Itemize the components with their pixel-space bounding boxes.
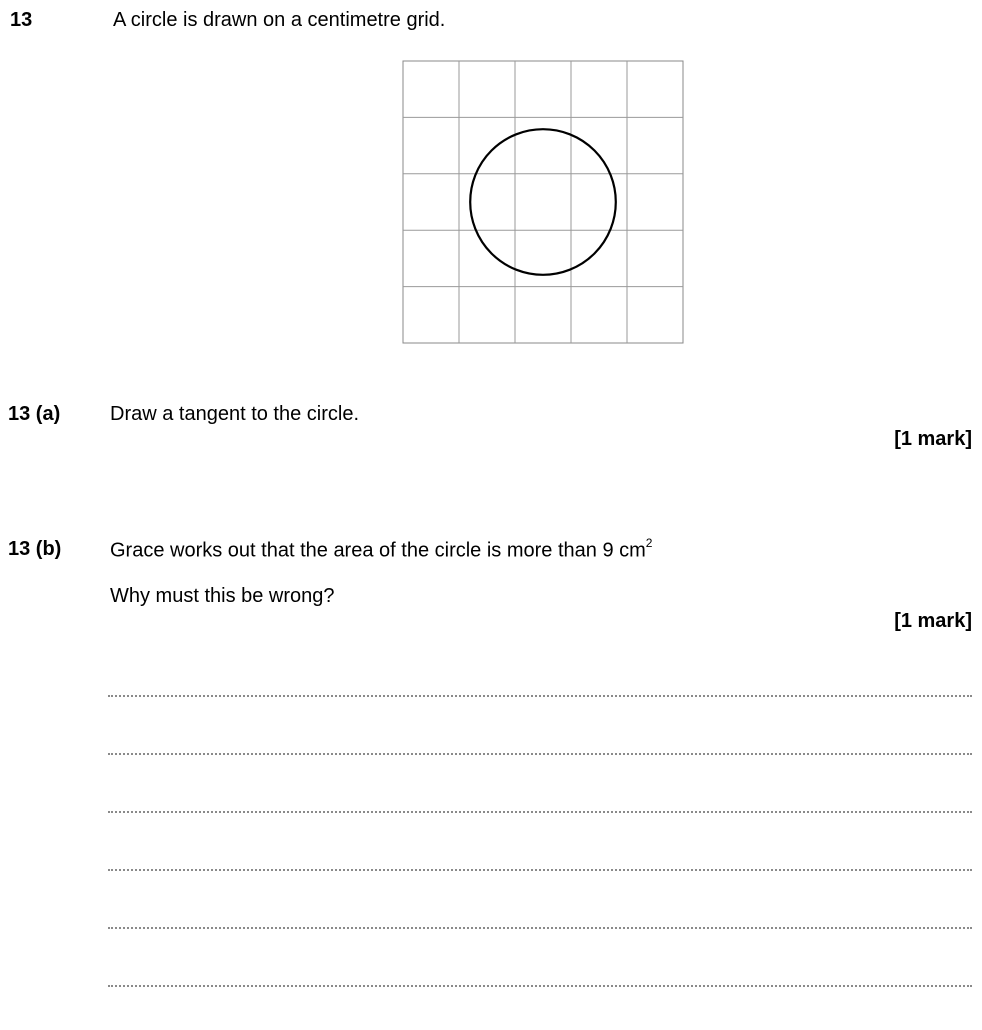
answer-line[interactable] xyxy=(108,985,972,987)
part-b-prompt xyxy=(110,538,652,563)
part-b-question: Why must this be wrong? xyxy=(110,585,335,607)
question-number: 13 xyxy=(10,9,33,31)
centimetre-grid-figure xyxy=(402,60,685,345)
question-stem: A circle is drawn on a centimetre grid. xyxy=(113,9,446,31)
part-b-prompt-main: Grace works out that the area of the circle is more than 9 cm xyxy=(110,539,646,562)
part-b-label: 13 (b) xyxy=(8,538,62,560)
part-b-prompt-superscript: 2 xyxy=(645,536,653,550)
circle xyxy=(470,129,616,275)
answer-line[interactable] xyxy=(108,695,972,697)
answer-line[interactable] xyxy=(108,927,972,929)
answer-line[interactable] xyxy=(108,811,972,813)
part-a-prompt: Draw a tangent to the circle. xyxy=(110,403,360,425)
grid-border xyxy=(403,61,683,343)
part-b-marks: [1 mark] xyxy=(894,610,972,632)
grid-lines xyxy=(403,61,683,343)
answer-line[interactable] xyxy=(108,869,972,871)
answer-line[interactable] xyxy=(108,753,972,755)
part-a-label: 13 (a) xyxy=(8,403,61,425)
part-a-marks: [1 mark] xyxy=(894,428,972,450)
